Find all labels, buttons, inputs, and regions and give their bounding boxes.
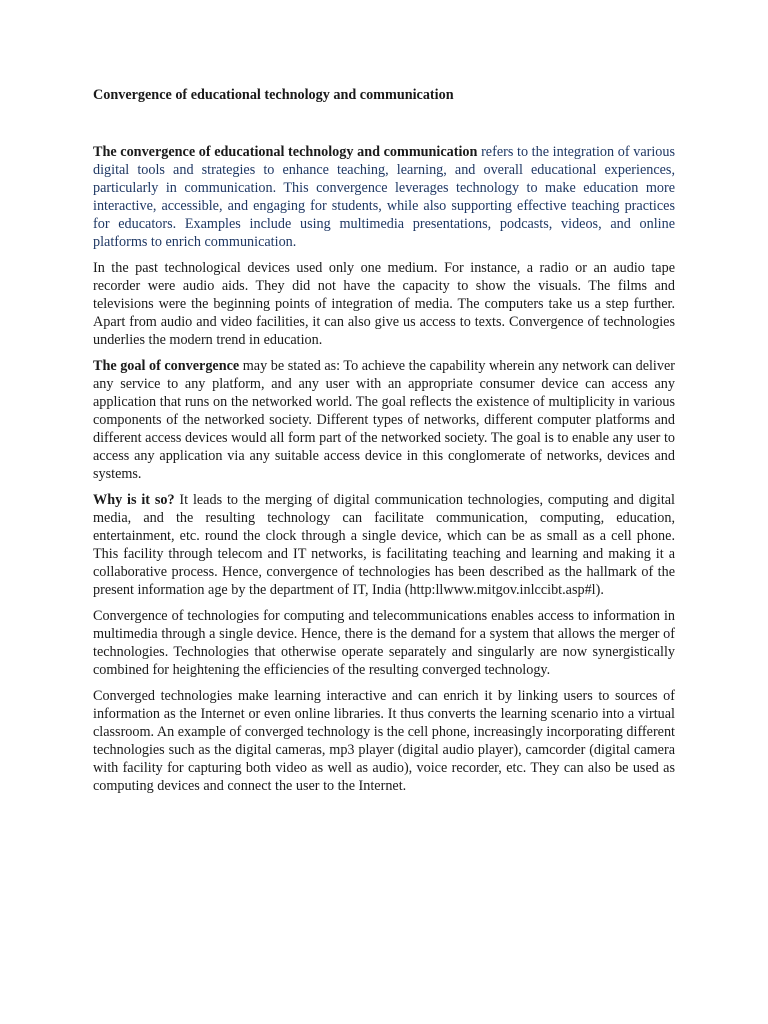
document-page	[93, 86, 675, 803]
intro-text: refers to the integration of various digital tools and strategies to enhance teaching, learning, and overall educational experiences, particularly in communication. This convergence leverages technology to make education more interactive, accessible, and engaging for students, while also supporting effective teaching practices for educators. Examples include using multimedia presentations, podcasts, videos, and online platforms to enrich communication.	[93, 144, 675, 250]
telecom-paragraph: Convergence of technologies for computing and telecommunications enables access to information in multimedia through a single device. Hence, there is the demand for a system that allows the merger of technologies. Technologies that otherwise operate separately and singularly are now synergistically combined for heightening the efficiencies of the resulting converged technology.	[93, 608, 675, 678]
why-lead: Why is it so?	[93, 492, 175, 508]
learning-paragraph: Converged technologies make learning interactive and can enrich it by linking users to sources of information as the Internet or even online libraries. It thus converts the learning scenario into a virtual classroom. An example of converged technology is the cell phone, increasingly incorporating different technologies such as the digital cameras, mp3 player (digital audio player), camcorder (digital camera with facility for capturing both video as well as audio), voice recorder, etc. They can also be used as computing devices and connect the user to the Internet.	[93, 688, 675, 794]
intro-paragraph	[93, 143, 675, 251]
goal-text: may be stated as: To achieve the capability wherein any network can deliver any service to any platform, and any user with an appropriate consumer device can access any application that runs on the networked world. The goal reflects the existence of multiplicity in various components of the networked society. Different types of networks, different computer platforms and different access devices would all form part of the networked society. The goal is to enable any user to access any application via any suitable access device in this conglomerate of networks, devices and systems.	[93, 358, 675, 482]
why-text: It leads to the merging of digital communication technologies, computing and digital media, and the resulting technology can facilitate communication, computing, education, entertainment, etc. round the clock through a single device, which can be as small as a cell phone. This facility through telecom and IT networks, is facilitating teaching and learning and making it a collaborative process. Hence, convergence of technologies has been described as the hallmark of the present information age by the department of IT, India (http:llwww.mitgov.inlccibt.asp#l).	[93, 492, 675, 598]
document-title: Convergence of educational technology and communication	[93, 87, 454, 103]
intro-lead: The convergence of educational technology and communication	[93, 144, 478, 160]
goal-paragraph	[93, 357, 675, 483]
goal-lead: The goal of convergence	[93, 358, 240, 374]
why-paragraph	[93, 491, 675, 599]
history-paragraph: In the past technological devices used only one medium. For instance, a radio or an audio tape recorder were audio aids. They did not have the capacity to show the visuals. The films and televisions were the beginning points of integration of media. The computers take us a step further. Apart from audio and video facilities, it can also give us access to texts. Convergence of technologies underlies the modern trend in education.	[93, 260, 675, 348]
